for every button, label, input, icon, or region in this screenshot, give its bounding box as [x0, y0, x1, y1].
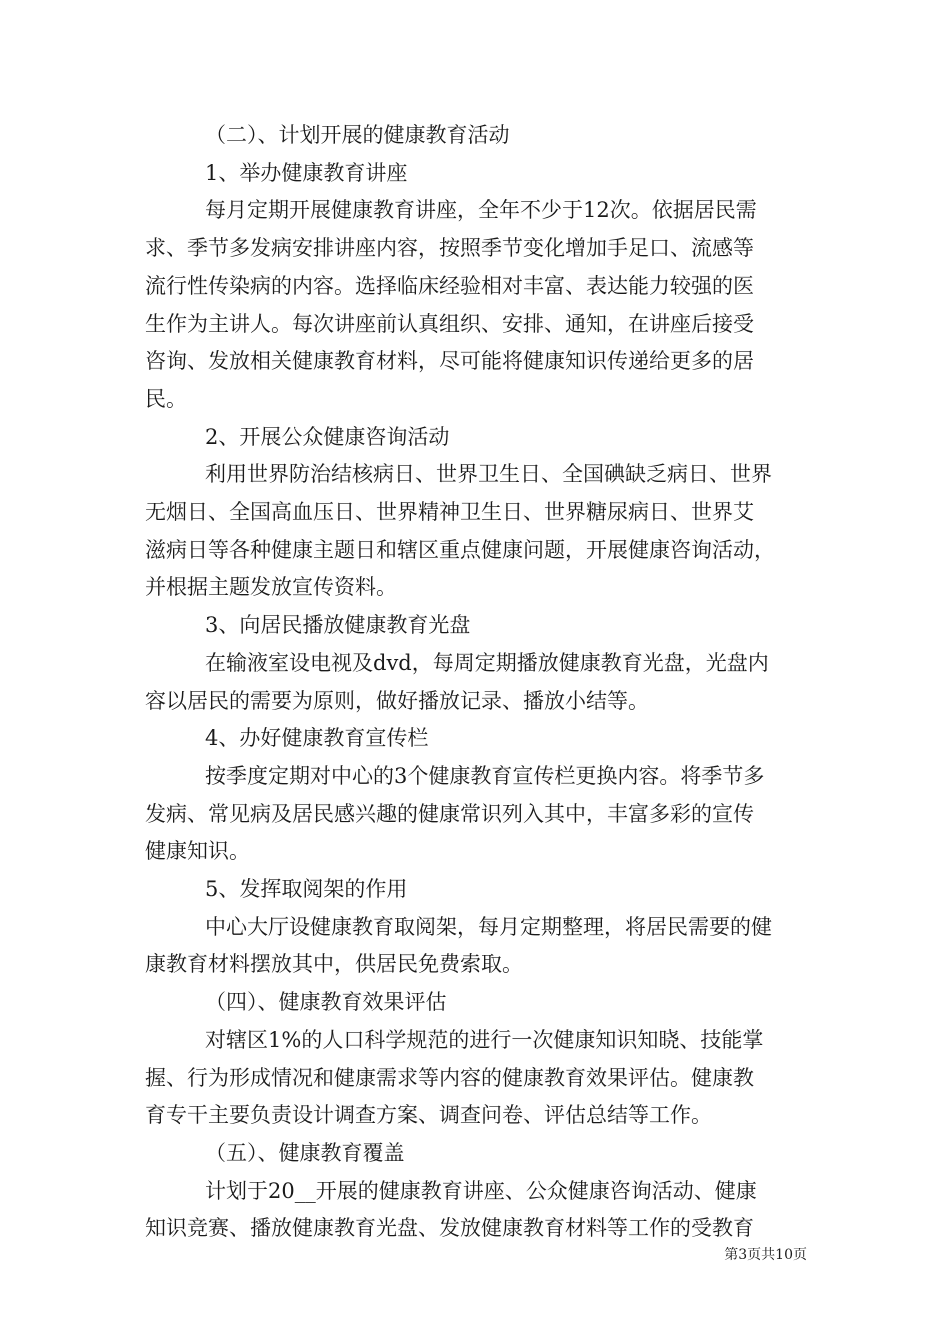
paragraph-line: 每月定期开展健康教育讲座，全年不少于12次。依据居民需 — [205, 198, 757, 223]
document-body — [145, 117, 813, 1248]
paragraph-line: 按季度定期对中心的3个健康教育宣传栏更换内容。将季节多 — [205, 763, 765, 788]
paragraph-line: 容以居民的需要为原则，做好播放记录、播放小结等。 — [145, 688, 649, 713]
paragraph-line: 并根据主题发放宣传资料。 — [145, 575, 397, 600]
paragraph-line: 利用世界防治结核病日、世界卫生日、全国碘缺乏病日、世界 — [205, 462, 772, 487]
paragraph-line: 知识竞赛、播放健康教育光盘、发放健康教育材料等工作的受教育 — [145, 1216, 754, 1241]
paragraph-line: 民。 — [145, 386, 187, 411]
paragraph-line: 发病、常见病及居民感兴趣的健康常识列入其中，丰富多彩的宣传 — [145, 801, 754, 826]
section-heading: （五）、健康教育覆盖 — [205, 1140, 405, 1165]
paragraph-line: 康教育材料摆放其中，供居民免费索取。 — [145, 952, 523, 977]
paragraph-line: 咨询、发放相关健康教育材料，尽可能将健康知识传递给更多的居 — [145, 349, 754, 374]
section-heading: 5、发挥取阅架的作用 — [205, 877, 408, 902]
section-heading: 3、向居民播放健康教育光盘 — [205, 613, 471, 638]
paragraph-line: 中心大厅设健康教育取阅架，每月定期整理，将居民需要的健 — [205, 914, 772, 939]
paragraph-line: 对辖区1%的人口科学规范的进行一次健康知识知晓、技能掌 — [205, 1027, 764, 1052]
paragraph-line: 生作为主讲人。每次讲座前认真组织、安排、通知，在讲座后接受 — [145, 311, 754, 336]
section-heading: 1、举办健康教育讲座 — [205, 160, 408, 185]
section-heading: （四）、健康教育效果评估 — [205, 990, 447, 1015]
paragraph-line: 在输液室设电视及dvd，每周定期播放健康教育光盘，光盘内 — [205, 650, 769, 675]
paragraph-line: 计划于20__开展的健康教育讲座、公众健康咨询活动、健康 — [205, 1178, 757, 1203]
page-number: 第3页共10页 — [724, 1247, 807, 1263]
section-heading: 2、开展公众健康咨询活动 — [205, 424, 450, 449]
paragraph-line: 无烟日、全国高血压日、世界精神卫生日、世界糖尿病日、世界艾 — [145, 500, 754, 525]
paragraph-line: 健康知识。 — [145, 839, 250, 864]
paragraph-line: 求、季节多发病安排讲座内容，按照季节变化增加手足口、流感等 — [145, 236, 754, 261]
section-heading: （二）、计划开展的健康教育活动 — [205, 123, 510, 147]
paragraph-line: 流行性传染病的内容。选择临床经验相对丰富、表达能力较强的医 — [145, 273, 754, 298]
section-heading: 4、办好健康教育宣传栏 — [205, 726, 429, 751]
paragraph-line: 育专干主要负责设计调查方案、调查问卷、评估总结等工作。 — [145, 1103, 712, 1128]
paragraph-line: 滋病日等各种健康主题日和辖区重点健康问题，开展健康咨询活动， — [145, 537, 775, 562]
paragraph-line: 握、行为形成情况和健康需求等内容的健康教育效果评估。健康教 — [145, 1065, 754, 1090]
